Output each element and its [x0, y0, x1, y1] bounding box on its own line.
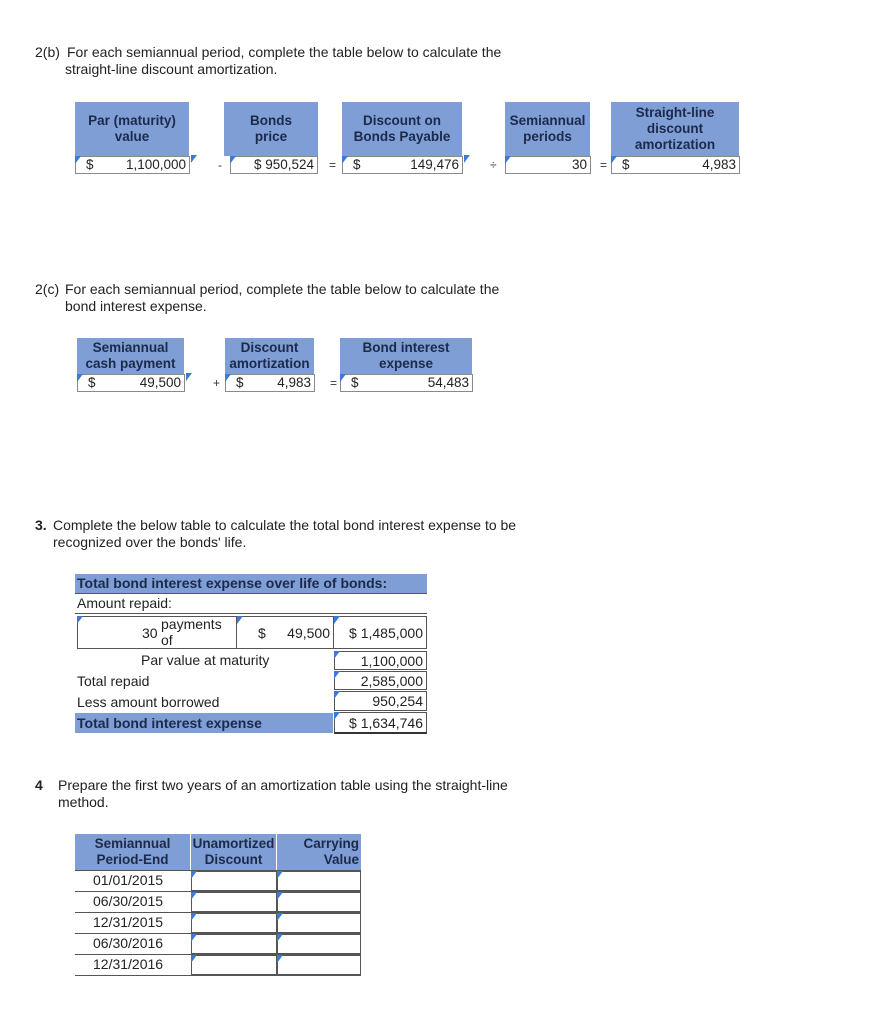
cell-value: 54,483	[427, 375, 469, 390]
cell-value: 4,983	[702, 157, 736, 172]
less-borrowed-input[interactable]	[334, 691, 427, 711]
input-flag-icon	[191, 871, 197, 879]
header-amortization-text: Straight-line discount amortization	[634, 105, 716, 152]
total-expense-input[interactable]	[334, 712, 427, 734]
question-3-line1: Complete the below table to calculate the total bond interest expense to be	[53, 517, 517, 533]
header-cash-payment-text: Semiannual cash payment	[85, 340, 176, 371]
input-flag-icon	[191, 155, 197, 163]
bond-interest-input[interactable]	[340, 374, 473, 392]
currency-symbol: $	[622, 157, 630, 172]
header-bond-interest-text: Bond interest expense	[362, 340, 450, 371]
question-3	[35, 517, 595, 553]
less-borrowed-value: 950,254	[372, 693, 423, 709]
currency-symbol: $	[258, 625, 266, 641]
par-value: 1,100,000	[360, 653, 423, 669]
header-discount-amortization-text: Discount amortization	[229, 340, 310, 371]
period-end-date: 12/31/2016	[93, 956, 164, 972]
par-value-input[interactable]	[334, 651, 427, 670]
period-end-date: 01/01/2015	[93, 872, 164, 888]
header-discount-amortization	[225, 338, 315, 374]
minus-operator: -	[218, 158, 222, 172]
payments-total-value: $ 1,485,000	[349, 625, 423, 641]
question-2c-line2: bond interest expense.	[65, 298, 207, 314]
input-flag-icon	[75, 156, 81, 164]
unamortized-discount-input[interactable]	[191, 913, 277, 933]
input-flag-icon	[334, 691, 340, 699]
total-expense-label: Total bond interest expense	[75, 713, 333, 733]
of-word: of	[161, 632, 173, 648]
total-repaid-label: Total repaid	[77, 673, 150, 689]
input-flag-icon	[277, 934, 283, 942]
header-discount-text: Discount on Bonds Payable	[353, 113, 451, 144]
input-flag-icon	[191, 934, 197, 942]
header-periods-text: Semiannual periods	[509, 113, 586, 144]
question-4-line1: Prepare the first two years of an amortization table using the straight-line	[58, 777, 508, 793]
amortization-input[interactable]	[611, 156, 740, 174]
input-flag-icon	[191, 892, 197, 900]
payment-amount-input[interactable]	[237, 616, 334, 649]
input-flag-icon	[225, 374, 231, 382]
header-cash-payment	[77, 338, 185, 374]
row-divider	[75, 975, 361, 976]
header-par-value-text: Par (maturity) value	[88, 113, 176, 144]
carrying-value-input[interactable]	[277, 934, 361, 954]
period-end-date: 06/30/2016	[93, 935, 164, 951]
divide-operator: ÷	[490, 158, 497, 172]
payment-amount-value: 49,500	[287, 625, 330, 641]
cell-value: 49,500	[139, 375, 181, 390]
total-repaid-value: 2,585,000	[360, 673, 423, 689]
input-flag-icon	[334, 651, 340, 659]
header-par-value	[75, 102, 190, 156]
periods-input[interactable]	[505, 156, 591, 174]
input-flag-icon	[77, 374, 83, 382]
unamortized-discount-input[interactable]	[191, 892, 277, 912]
input-flag-icon	[237, 616, 243, 624]
currency-symbol: $	[236, 375, 244, 390]
question-3-number: 3.	[35, 517, 47, 533]
question-2b-number: 2(b)	[35, 44, 60, 60]
divider	[75, 593, 427, 594]
header-period-end	[75, 834, 191, 870]
input-flag-icon	[277, 913, 283, 921]
amount-repaid-label: Amount repaid:	[77, 595, 172, 611]
question-3-line2: recognized over the bonds' life.	[53, 534, 247, 550]
unamortized-discount-input[interactable]	[191, 934, 277, 954]
input-flag-icon	[342, 156, 348, 164]
question-2b-line1: For each semiannual period, complete the table below to calculate the	[67, 44, 502, 60]
plus-operator: +	[213, 376, 221, 390]
cell-value: 149,476	[410, 157, 459, 172]
cash-payment-input[interactable]	[77, 374, 185, 392]
header-period-end-text: Semiannual Period-End	[94, 836, 171, 867]
question-2c	[35, 281, 595, 317]
input-flag-icon	[230, 156, 236, 164]
par-value-label: Par value at maturity	[141, 652, 270, 668]
unamortized-discount-input[interactable]	[191, 871, 277, 891]
less-borrowed-label: Less amount borrowed	[77, 694, 220, 710]
header-discount	[342, 102, 463, 156]
question-4-number: 4	[35, 777, 43, 793]
input-flag-icon	[186, 373, 192, 381]
header-unamortized	[191, 834, 277, 870]
question-2c-line1: For each semiannual period, complete the table below to calculate the	[65, 281, 500, 297]
currency-symbol: $	[86, 157, 94, 172]
input-flag-icon	[334, 671, 340, 679]
header-periods	[505, 102, 591, 156]
input-flag-icon	[191, 913, 197, 921]
input-flag-icon	[277, 892, 283, 900]
question-4-line2: method.	[58, 794, 109, 810]
total-interest-title: Total bond interest expense over life of bonds:	[75, 574, 427, 593]
total-expense-value: $ 1,634,746	[349, 715, 423, 731]
question-2b-line2: straight-line discount amortization.	[65, 61, 278, 77]
payments-total-input[interactable]	[334, 616, 427, 649]
input-flag-icon	[334, 616, 340, 624]
input-flag-icon	[340, 374, 346, 382]
header-bonds-price-text: Bonds price	[250, 113, 292, 144]
input-flag-icon	[277, 871, 283, 879]
header-unamortized-text: Unamortized Discount	[192, 836, 275, 867]
currency-symbol: $	[351, 375, 359, 390]
currency-symbol: $	[88, 375, 96, 390]
header-bond-interest	[340, 338, 473, 374]
divider	[75, 613, 427, 614]
total-repaid-input[interactable]	[334, 671, 427, 690]
input-flag-icon	[191, 955, 197, 963]
carrying-value-input[interactable]	[277, 871, 361, 891]
header-amortization	[611, 102, 740, 156]
par-value-input[interactable]	[75, 156, 190, 174]
equals-operator: =	[329, 158, 337, 172]
header-bonds-price	[224, 102, 319, 156]
carrying-value-input[interactable]	[277, 892, 361, 912]
input-flag-icon	[334, 712, 340, 720]
input-flag-icon	[464, 155, 470, 163]
equals-operator: =	[600, 158, 608, 172]
discount-input[interactable]	[342, 156, 463, 174]
payments-count-value: 30	[142, 625, 158, 641]
payments-word: payments	[161, 616, 222, 632]
equals-operator: =	[330, 376, 338, 390]
input-flag-icon	[505, 156, 511, 164]
period-end-date: 12/31/2015	[93, 914, 164, 930]
question-4	[35, 777, 595, 813]
cell-value: 4,983	[277, 375, 311, 390]
payments-count-input[interactable]	[77, 616, 237, 649]
bonds-price-input[interactable]	[230, 156, 318, 174]
carrying-value-input[interactable]	[277, 913, 361, 933]
question-2b	[35, 44, 595, 80]
input-flag-icon	[611, 156, 617, 164]
header-carrying-value	[277, 834, 361, 870]
cell-value: 1,100,000	[125, 157, 186, 172]
question-2c-number: 2(c)	[35, 281, 60, 297]
cell-value: 30	[571, 157, 587, 172]
input-flag-icon	[277, 955, 283, 963]
input-flag-icon	[77, 616, 83, 624]
currency-symbol: $	[353, 157, 361, 172]
carrying-value-input[interactable]	[277, 955, 361, 975]
cell-value: $ 950,524	[253, 157, 314, 172]
header-carrying-value-text: Carrying Value	[303, 836, 359, 867]
period-end-date: 06/30/2015	[93, 893, 164, 909]
discount-amortization-input[interactable]	[225, 374, 315, 392]
unamortized-discount-input[interactable]	[191, 955, 277, 975]
